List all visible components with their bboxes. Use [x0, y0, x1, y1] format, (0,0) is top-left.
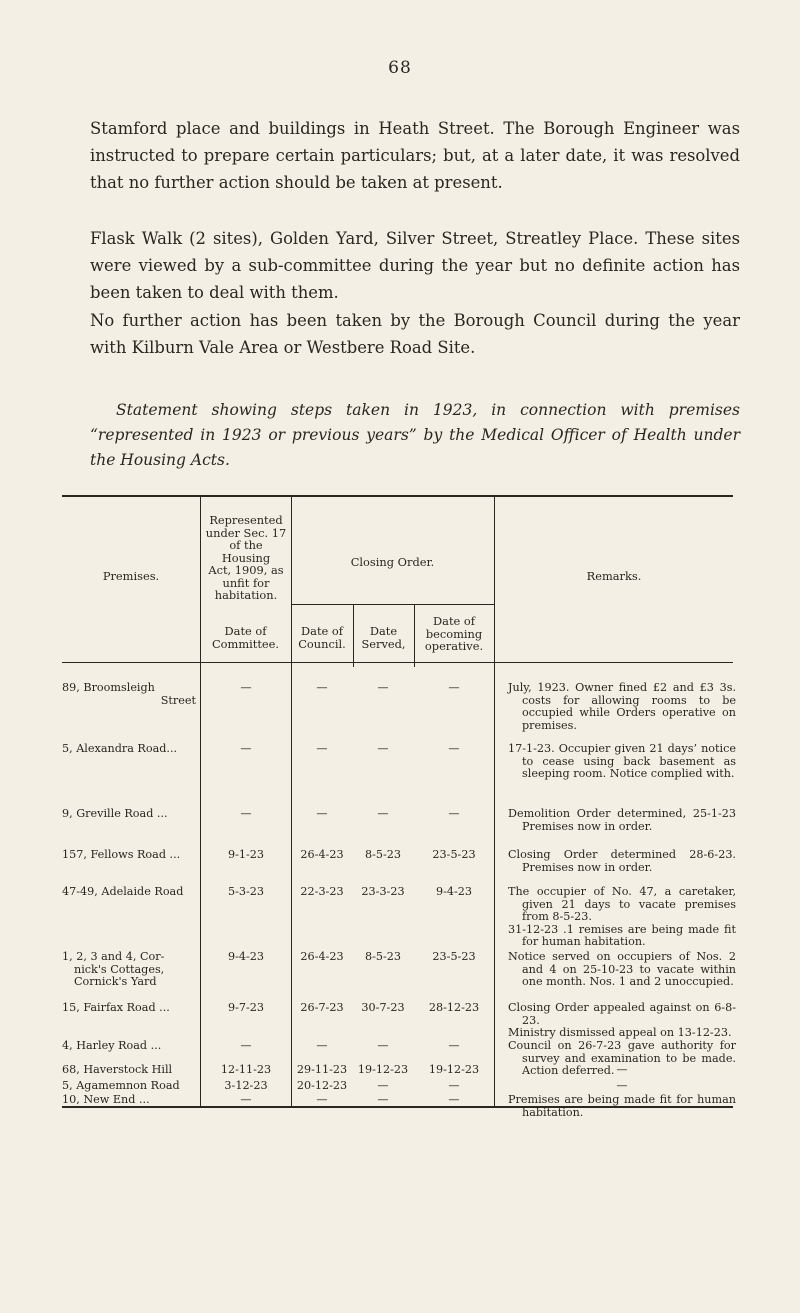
page-number: 68: [388, 58, 412, 78]
remarks-cell: [508, 849, 736, 874]
table-top-rule: [62, 495, 733, 497]
date-council-cell: —: [316, 1039, 328, 1052]
remarks-line: Premises are being made fit for human habitation.: [508, 1093, 736, 1119]
date-operative-cell: 19-12-23: [428, 1063, 480, 1076]
header-date-operative: [414, 615, 494, 653]
premises-line: 47-49, Adelaide Road: [62, 885, 184, 898]
premises-line: 1, 2, 3 and 4, Cor-: [62, 950, 165, 963]
date-council-cell: 26-4-23: [300, 848, 344, 861]
header-line: Housing: [221, 550, 271, 565]
date-served-cell: 8-5-23: [364, 848, 402, 861]
header-line: Council.: [298, 636, 346, 651]
header-line: Date: [369, 624, 398, 638]
paragraph-flask-walk: Flask Walk (2 sites), Golden Yard, Silver Street, Streatley Place. These sites were viewed by a sub-committee during the year but no definite action has been taken to deal with them.: [90, 229, 740, 302]
remarks-line: 31-12-23 .1 remises are being made fit for human habitation.: [508, 922, 736, 948]
remarks-line: The occupier of No. 47, a caretaker, given 21 days to vacate premises from 8-5-23.: [508, 885, 736, 923]
premises-cell: [62, 1064, 200, 1077]
header-line: Date of: [433, 614, 475, 628]
remarks-line: Ministry dismissed appeal on 13-12-23.: [508, 1026, 732, 1039]
premises-line: 4, Harley Road ...: [62, 1039, 162, 1052]
date-committee-cell: —: [240, 1093, 252, 1106]
header-date-of-council: [291, 625, 353, 650]
header-line: of the: [229, 538, 263, 552]
date-council-cell: 29-11-23: [296, 1063, 348, 1076]
premises-line: nick's Cottages,: [74, 962, 165, 976]
date-committee-cell: —: [240, 1039, 252, 1052]
premises-cell: [62, 886, 200, 899]
date-served-cell: —: [377, 1093, 389, 1106]
header-line: becoming: [425, 626, 483, 641]
date-served-cell: —: [377, 1039, 389, 1052]
date-operative-cell: —: [448, 1039, 460, 1052]
premises-line: 15, Fairfax Road ...: [62, 1001, 170, 1014]
header-date-of-committee: [200, 625, 291, 650]
premises-line: Cornick's Yard: [74, 975, 157, 988]
premises-cell: [62, 1094, 200, 1107]
date-committee-cell: 9-1-23: [227, 848, 265, 861]
header-premises: Premises.: [102, 569, 160, 583]
date-served-cell: —: [377, 807, 389, 820]
header-line: habitation.: [214, 588, 278, 602]
premises-cell: [62, 808, 200, 821]
remarks-cell: [508, 1064, 736, 1077]
table-divider: [494, 497, 495, 1107]
table-header-bottom-rule: [62, 662, 733, 663]
date-served-cell: 19-12-23: [357, 1063, 409, 1076]
date-council-cell: 22-3-23: [300, 885, 344, 898]
date-served-cell: —: [377, 742, 389, 755]
premises-cell: [62, 1040, 200, 1053]
remarks-line: Council on 26-7-23 gave authority for survey and examination to be made. Action deferred.: [508, 1039, 736, 1077]
header-date-served: [353, 625, 414, 650]
statement-heading: Statement showing steps taken in 1923, in connection with premises “represented in 1923 or previous years” by the Medical Officer of Health under the Housing Acts.: [90, 401, 740, 469]
header-line: Represented: [209, 513, 283, 527]
date-operative-cell: —: [448, 681, 460, 694]
premises-line: 89, Broomsleigh: [62, 681, 155, 694]
date-served-cell: 30-7-23: [361, 1001, 405, 1014]
date-committee-cell: 3-12-23: [224, 1079, 268, 1092]
header-line: Date of: [301, 624, 343, 638]
remarks-line: —: [616, 1063, 628, 1076]
remarks-line: Notice served on occupiers of Nos. 2 and 4 on 25-10-23 to vacate within one month. Nos. 1 and 2 unoccupied.: [508, 950, 736, 988]
date-operative-cell: 23-5-23: [432, 950, 476, 963]
premises-line: 68, Haverstock Hill: [62, 1063, 173, 1076]
date-committee-cell: —: [240, 681, 252, 694]
header-line: Act, 1909, as: [208, 563, 284, 577]
remarks-cell: [508, 808, 736, 833]
remarks-line: July, 1923. Owner fined £2 and £3 3s. costs for allowing rooms to be occupied while Orders operative on premises.: [508, 681, 736, 732]
date-operative-cell: —: [448, 807, 460, 820]
header-line: Date of: [224, 624, 267, 638]
premises-cell: [62, 849, 200, 862]
date-council-cell: —: [316, 681, 328, 694]
date-operative-cell: 9-4-23: [435, 885, 473, 898]
premises-line: 9, Greville Road ...: [62, 807, 168, 820]
date-council-cell: —: [316, 807, 328, 820]
date-served-cell: —: [377, 681, 389, 694]
date-committee-cell: 12-11-23: [220, 1063, 272, 1076]
header-line: under Sec. 17: [205, 525, 287, 540]
date-served-cell: 8-5-23: [364, 950, 402, 963]
remarks-line: Closing Order appealed against on 6-8-23.: [508, 1001, 736, 1027]
header-line: Committee.: [211, 636, 280, 651]
remarks-cell: [508, 1094, 736, 1119]
date-served-cell: —: [377, 1079, 389, 1092]
date-committee-cell: —: [240, 807, 252, 820]
date-operative-cell: 23-5-23: [432, 848, 476, 861]
date-served-cell: 23-3-23: [361, 885, 405, 898]
remarks-line: 17-1-23. Occupier given 21 days’ notice to cease using back basement as sleeping room. Notice complied with.: [508, 742, 736, 780]
remarks-cell: [508, 951, 736, 989]
premises-line: Street: [160, 693, 196, 707]
date-council-cell: 26-7-23: [300, 1001, 344, 1014]
premises-cell: [62, 682, 200, 707]
date-operative-cell: —: [448, 1093, 460, 1106]
closing-order-subrule: [291, 604, 494, 605]
premises-line: 5, Agamemnon Road: [62, 1079, 180, 1092]
premises-cell: [62, 743, 200, 756]
premises-line: 10, New End ...: [62, 1093, 150, 1106]
premises-line: 5, Alexandra Road...: [62, 742, 178, 755]
date-operative-cell: —: [448, 1079, 460, 1092]
premises-cell: [62, 1002, 200, 1015]
premises-line: 157, Fellows Road ...: [62, 848, 181, 861]
header-line: Served,: [361, 636, 406, 651]
premises-cell: [62, 1080, 200, 1093]
paragraph-stamford-place: Stamford place and buildings in Heath Street. The Borough Engineer was instructed to prepare certain particulars; but, at a later date, it was resolved that no further action should be taken at present.: [90, 119, 740, 192]
date-council-cell: —: [316, 1093, 328, 1106]
remarks-cell: [508, 1080, 736, 1093]
header-line: operative.: [424, 639, 484, 653]
remarks-cell: [508, 743, 736, 781]
premises-cell: [62, 951, 200, 989]
remarks-line: Demolition Order determined, 25-1-23 Premises now in order.: [508, 807, 736, 833]
date-operative-cell: —: [448, 742, 460, 755]
remarks-cell: [508, 682, 736, 732]
remarks-cell: [508, 1002, 736, 1040]
date-council-cell: 20-12-23: [296, 1079, 348, 1092]
header-line: unfit for: [222, 575, 270, 590]
header-closing-order: Closing Order.: [350, 555, 435, 569]
header-represented: [196, 514, 296, 602]
date-operative-cell: 28-12-23: [428, 1001, 480, 1014]
remarks-line: Closing Order determined 28-6-23. Premises now in order.: [508, 848, 736, 874]
date-committee-cell: 9-4-23: [227, 950, 265, 963]
header-remarks: Remarks.: [586, 569, 642, 583]
paragraph-kilburn-vale: No further action has been taken by the Borough Council during the year with Kilburn Vale Area or Westbere Road Site.: [90, 311, 740, 357]
remarks-line: —: [616, 1079, 628, 1092]
date-committee-cell: —: [240, 742, 252, 755]
remarks-cell: [508, 886, 736, 949]
date-council-cell: 26-4-23: [300, 950, 344, 963]
date-committee-cell: 9-7-23: [227, 1001, 265, 1014]
date-council-cell: —: [316, 742, 328, 755]
date-committee-cell: 5-3-23: [227, 885, 265, 898]
